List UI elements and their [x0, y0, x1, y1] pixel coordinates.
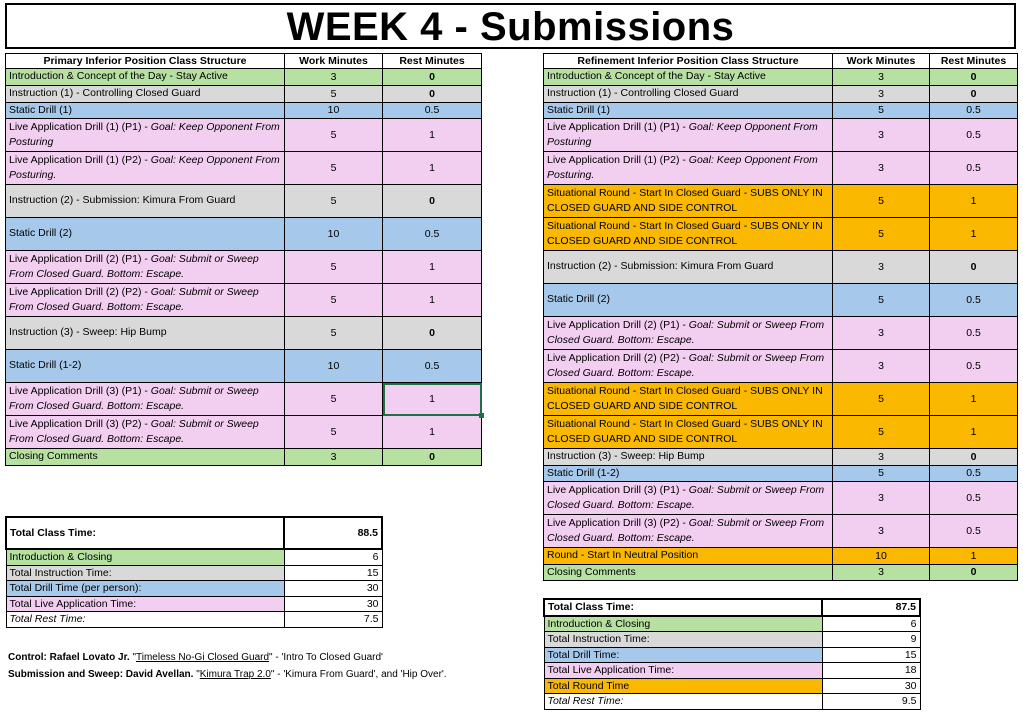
table-row	[544, 482, 1018, 515]
activity-cell[interactable]: Closing Comments	[6, 449, 285, 466]
work-minutes-cell[interactable]: 3	[833, 564, 930, 581]
activity-cell[interactable]: Live Application Drill (2) (P1) - Goal: Submit or Sweep From Closed Guard. Bottom: Escape.	[6, 251, 285, 284]
rest-minutes-cell[interactable]: 0.5	[930, 152, 1018, 185]
activity-cell[interactable]: Static Drill (1-2)	[6, 350, 285, 383]
activity-cell[interactable]: Static Drill (1-2)	[544, 465, 833, 482]
activity-cell[interactable]: Instruction (1) - Controlling Closed Guard	[6, 86, 285, 103]
rest-minutes-cell[interactable]: 0	[930, 251, 1018, 284]
work-minutes-cell[interactable]: 3	[833, 317, 930, 350]
table-row	[544, 416, 1018, 449]
activity-cell[interactable]: Live Application Drill (2) (P2) - Goal: Submit or Sweep From Closed Guard. Bottom: Escape.	[544, 350, 833, 383]
table-row	[6, 119, 482, 152]
total-class-time-label: Total Class Time:	[544, 599, 822, 616]
reference-submission-sweep: Submission and Sweep: David Avellan. "Kimura Trap 2.0" - 'Kimura From Guard', and 'Hip Over'.	[8, 669, 447, 680]
activity-cell[interactable]: Live Application Drill (2) (P1) - Goal: Submit or Sweep From Closed Guard. Bottom: Escape.	[544, 317, 833, 350]
rest-minutes-cell[interactable]: 0.5	[930, 317, 1018, 350]
work-minutes-cell[interactable]: 3	[833, 86, 930, 103]
activity-cell[interactable]: Static Drill (1)	[6, 102, 285, 119]
summary-row	[544, 647, 920, 663]
table-row	[544, 251, 1018, 284]
summary-label[interactable]: Introduction & Closing	[544, 616, 822, 632]
summary-label[interactable]: Total Round Time	[544, 678, 822, 694]
work-minutes-cell[interactable]: 5	[833, 218, 930, 251]
activity-cell[interactable]: Instruction (2) - Submission: Kimura From Guard	[6, 185, 285, 218]
table-row	[544, 86, 1018, 103]
activity-cell[interactable]: Instruction (3) - Sweep: Hip Bump	[544, 449, 833, 466]
work-minutes-cell[interactable]: 3	[833, 119, 930, 152]
work-minutes-cell[interactable]: 3	[833, 251, 930, 284]
column-header-work-minutes: Work Minutes	[285, 54, 383, 69]
activity-cell[interactable]: Static Drill (2)	[544, 284, 833, 317]
table-row	[6, 152, 482, 185]
table-row	[6, 284, 482, 317]
table-row	[6, 350, 482, 383]
column-header-work-minutes: Work Minutes	[833, 54, 930, 69]
work-minutes-cell[interactable]: 10	[285, 218, 383, 251]
table-row	[6, 449, 482, 466]
summary-row	[6, 549, 382, 565]
rest-minutes-cell[interactable]: 1	[383, 251, 482, 284]
summary-label[interactable]: Total Rest Time:	[6, 612, 284, 628]
summary-row	[544, 678, 920, 694]
reference-link[interactable]: Kimura Trap 2.0	[199, 669, 271, 680]
rest-minutes-cell[interactable]: 0	[383, 317, 482, 350]
rest-minutes-cell[interactable]: 0.5	[930, 350, 1018, 383]
work-minutes-cell[interactable]: 10	[285, 102, 383, 119]
table-row	[544, 564, 1018, 581]
work-minutes-cell[interactable]: 3	[833, 482, 930, 515]
total-class-time-value: 87.5	[822, 599, 920, 616]
activity-cell[interactable]: Live Application Drill (1) (P1) - Goal: Keep Opponent From Posturing	[6, 119, 285, 152]
activity-cell[interactable]: Live Application Drill (1) (P1) - Goal: Keep Opponent From Posturing	[544, 119, 833, 152]
table-row	[544, 284, 1018, 317]
activity-cell[interactable]: Instruction (3) - Sweep: Hip Bump	[6, 317, 285, 350]
table-row	[544, 449, 1018, 466]
table-row	[544, 185, 1018, 218]
table-row	[544, 119, 1018, 152]
summary-label[interactable]: Total Drill Time:	[544, 647, 822, 663]
summary-label[interactable]: Total Live Application Time:	[6, 596, 284, 612]
table-row	[6, 69, 482, 86]
activity-cell[interactable]: Live Application Drill (3) (P1) - Goal: Submit or Sweep From Closed Guard. Bottom: Escape.	[544, 482, 833, 515]
cell-fill-handle[interactable]	[479, 413, 484, 418]
right-summary-table	[543, 598, 921, 710]
summary-value[interactable]: 15	[284, 565, 382, 581]
activity-cell[interactable]: Introduction & Concept of the Day - Stay Active	[544, 69, 833, 86]
rest-minutes-cell[interactable]: 0.5	[930, 102, 1018, 119]
activity-cell[interactable]: Live Application Drill (3) (P2) - Goal: Submit or Sweep From Closed Guard. Bottom: Escape.	[6, 416, 285, 449]
summary-row	[544, 663, 920, 679]
rest-minutes-cell[interactable]: 1	[383, 119, 482, 152]
summary-value[interactable]: 15	[822, 647, 920, 663]
summary-value[interactable]: 30	[284, 581, 382, 597]
summary-row	[6, 565, 382, 581]
rest-minutes-cell[interactable]: 0.5	[383, 218, 482, 251]
work-minutes-cell[interactable]: 5	[285, 86, 383, 103]
table-row	[6, 317, 482, 350]
rest-minutes-cell[interactable]: 1	[930, 548, 1018, 565]
rest-minutes-cell[interactable]: 0	[930, 564, 1018, 581]
left-summary-table	[5, 516, 383, 628]
page-title: WEEK 4 - Submissions	[5, 3, 1016, 49]
rest-minutes-cell[interactable]: 1	[930, 383, 1018, 416]
activity-cell[interactable]: Live Application Drill (2) (P2) - Goal: Submit or Sweep From Closed Guard. Bottom: Escape.	[6, 284, 285, 317]
summary-label[interactable]: Total Instruction Time:	[544, 632, 822, 648]
rest-minutes-cell[interactable]: 0.5	[930, 119, 1018, 152]
refinement-class-structure-table	[543, 53, 1018, 581]
table-row	[544, 152, 1018, 185]
activity-cell[interactable]: Live Application Drill (1) (P2) - Goal: Keep Opponent From Posturing.	[6, 152, 285, 185]
summary-value[interactable]: 30	[284, 596, 382, 612]
column-header-rest-minutes: Rest Minutes	[383, 54, 482, 69]
rest-minutes-cell[interactable]: 0	[383, 185, 482, 218]
activity-cell[interactable]: Situational Round - Start In Closed Guard - SUBS ONLY IN CLOSED GUARD AND SIDE CONTROL	[544, 416, 833, 449]
reference-link[interactable]: Timeless No-Gi Closed Guard	[136, 652, 270, 663]
rest-minutes-cell[interactable]: 1	[383, 416, 482, 449]
work-minutes-cell[interactable]: 3	[833, 152, 930, 185]
table-row	[6, 383, 482, 416]
activity-cell[interactable]: Instruction (2) - Submission: Kimura From Guard	[544, 251, 833, 284]
summary-label[interactable]: Total Drill Time (per person):	[6, 581, 284, 597]
table-row	[6, 185, 482, 218]
rest-minutes-cell[interactable]: 1	[383, 152, 482, 185]
summary-row	[544, 694, 920, 710]
work-minutes-cell[interactable]: 5	[833, 416, 930, 449]
rest-minutes-cell[interactable]: 0.5	[930, 465, 1018, 482]
rest-minutes-cell[interactable]: 0.5	[383, 350, 482, 383]
table-row	[6, 251, 482, 284]
table-row	[6, 86, 482, 103]
table-row	[544, 69, 1018, 86]
rest-minutes-cell[interactable]: 1	[930, 416, 1018, 449]
table-row	[544, 102, 1018, 119]
work-minutes-cell[interactable]: 3	[833, 69, 930, 86]
table-row	[544, 350, 1018, 383]
rest-minutes-cell[interactable]: 0	[930, 449, 1018, 466]
work-minutes-cell[interactable]: 5	[285, 383, 383, 416]
summary-value[interactable]: 30	[822, 678, 920, 694]
rest-minutes-cell[interactable]: 0.5	[930, 284, 1018, 317]
rest-minutes-cell[interactable]: 0.5	[930, 482, 1018, 515]
rest-minutes-cell[interactable]: 1	[383, 383, 482, 416]
work-minutes-cell[interactable]: 5	[285, 119, 383, 152]
summary-value[interactable]: 9	[822, 632, 920, 648]
summary-label[interactable]: Total Instruction Time:	[6, 565, 284, 581]
column-header-activity: Refinement Inferior Position Class Structure	[544, 54, 833, 69]
work-minutes-cell[interactable]: 5	[833, 102, 930, 119]
table-row	[544, 548, 1018, 565]
activity-cell[interactable]: Situational Round - Start In Closed Guard - SUBS ONLY IN CLOSED GUARD AND SIDE CONTROL	[544, 185, 833, 218]
rest-minutes-cell[interactable]: 0.5	[383, 102, 482, 119]
rest-minutes-cell[interactable]: 0	[383, 449, 482, 466]
summary-row	[544, 632, 920, 648]
rest-minutes-cell[interactable]: 0	[930, 86, 1018, 103]
total-class-time-label: Total Class Time:	[6, 517, 284, 549]
table-row	[544, 218, 1018, 251]
summary-row	[6, 581, 382, 597]
total-class-time-value: 88.5	[284, 517, 382, 549]
work-minutes-cell[interactable]: 3	[833, 515, 930, 548]
rest-minutes-cell[interactable]: 0	[930, 69, 1018, 86]
summary-value[interactable]: 7.5	[284, 612, 382, 628]
summary-label[interactable]: Total Rest Time:	[544, 694, 822, 710]
work-minutes-cell[interactable]: 5	[285, 317, 383, 350]
activity-cell[interactable]: Round - Start In Neutral Position	[544, 548, 833, 565]
table-row	[544, 317, 1018, 350]
summary-label[interactable]: Total Live Application Time:	[544, 663, 822, 679]
summary-value[interactable]: 6	[822, 616, 920, 632]
work-minutes-cell[interactable]: 3	[285, 449, 383, 466]
work-minutes-cell[interactable]: 5	[285, 152, 383, 185]
rest-minutes-cell[interactable]: 0	[383, 86, 482, 103]
summary-row	[544, 616, 920, 632]
work-minutes-cell[interactable]: 5	[285, 185, 383, 218]
summary-row	[6, 596, 382, 612]
summary-value[interactable]: 9.5	[822, 694, 920, 710]
work-minutes-cell[interactable]: 3	[833, 350, 930, 383]
video-references	[8, 649, 447, 683]
column-header-activity: Primary Inferior Position Class Structure	[6, 54, 285, 69]
activity-cell[interactable]: Live Application Drill (1) (P2) - Goal: Keep Opponent From Posturing.	[544, 152, 833, 185]
table-row	[544, 383, 1018, 416]
work-minutes-cell[interactable]: 10	[833, 548, 930, 565]
work-minutes-cell[interactable]: 5	[833, 465, 930, 482]
table-row	[6, 218, 482, 251]
activity-cell[interactable]: Closing Comments	[544, 564, 833, 581]
summary-value[interactable]: 18	[822, 663, 920, 679]
activity-cell[interactable]: Instruction (1) - Controlling Closed Guard	[544, 86, 833, 103]
work-minutes-cell[interactable]: 5	[833, 284, 930, 317]
activity-cell[interactable]: Static Drill (2)	[6, 218, 285, 251]
work-minutes-cell[interactable]: 10	[285, 350, 383, 383]
rest-minutes-cell[interactable]: 1	[930, 185, 1018, 218]
work-minutes-cell[interactable]: 5	[833, 383, 930, 416]
work-minutes-cell[interactable]: 5	[833, 185, 930, 218]
rest-minutes-cell[interactable]: 0	[383, 69, 482, 86]
primary-class-structure-table	[5, 53, 482, 466]
work-minutes-cell[interactable]: 5	[285, 416, 383, 449]
summary-label[interactable]: Introduction & Closing	[6, 549, 284, 565]
rest-minutes-cell[interactable]: 0.5	[930, 515, 1018, 548]
table-row	[544, 515, 1018, 548]
table-row	[6, 102, 482, 119]
rest-minutes-cell[interactable]: 1	[383, 284, 482, 317]
summary-value[interactable]: 6	[284, 549, 382, 565]
summary-row	[6, 612, 382, 628]
column-header-rest-minutes: Rest Minutes	[930, 54, 1018, 69]
activity-cell[interactable]: Introduction & Concept of the Day - Stay Active	[6, 69, 285, 86]
table-row	[544, 465, 1018, 482]
work-minutes-cell[interactable]: 3	[285, 69, 383, 86]
reference-control: Control: Rafael Lovato Jr. "Timeless No-Gi Closed Guard" - 'Intro To Closed Guard'	[8, 652, 383, 663]
work-minutes-cell[interactable]: 5	[285, 251, 383, 284]
activity-cell[interactable]: Static Drill (1)	[544, 102, 833, 119]
rest-minutes-cell[interactable]: 1	[930, 218, 1018, 251]
work-minutes-cell[interactable]: 3	[833, 449, 930, 466]
work-minutes-cell[interactable]: 5	[285, 284, 383, 317]
table-row	[6, 416, 482, 449]
activity-cell[interactable]: Live Application Drill (3) (P2) - Goal: Submit or Sweep From Closed Guard. Bottom: Escape.	[544, 515, 833, 548]
activity-cell[interactable]: Situational Round - Start In Closed Guard - SUBS ONLY IN CLOSED GUARD AND SIDE CONTROL	[544, 218, 833, 251]
activity-cell[interactable]: Situational Round - Start In Closed Guard - SUBS ONLY IN CLOSED GUARD AND SIDE CONTROL	[544, 383, 833, 416]
activity-cell[interactable]: Live Application Drill (3) (P1) - Goal: Submit or Sweep From Closed Guard. Bottom: Escape.	[6, 383, 285, 416]
